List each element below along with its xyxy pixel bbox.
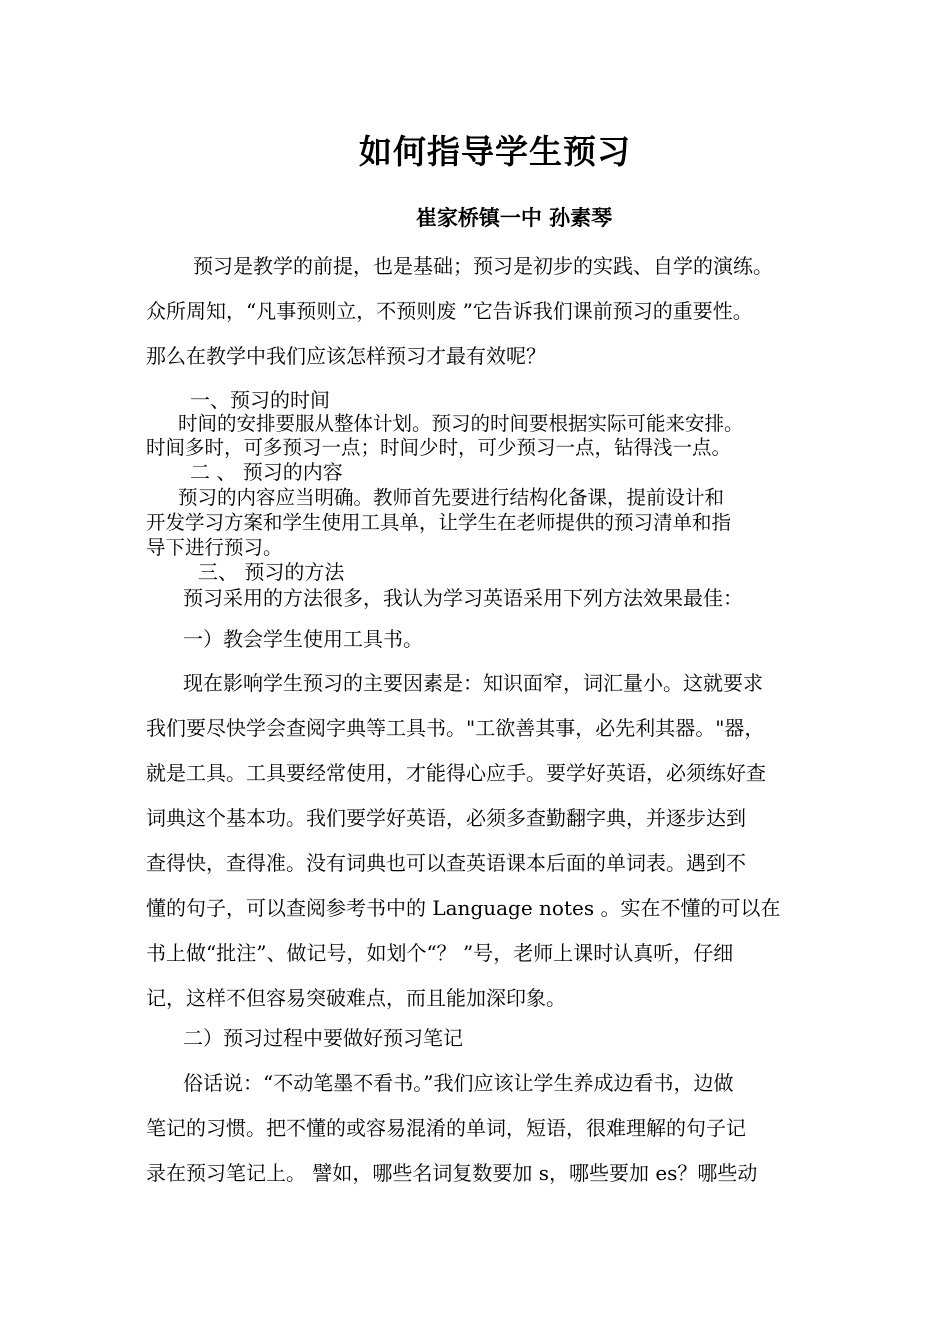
paragraph-line: 笔记的习惯。把不懂的或容易混淆的单词，短语，很难理解的句子记	[146, 1116, 746, 1140]
paragraph-line: 导下进行预习。	[146, 536, 283, 559]
paragraph-line: 录在预习笔记上。 譬如，哪些名词复数要加 s，哪些要加 es？哪些动	[146, 1161, 758, 1185]
paragraph-line: 现在影响学生预习的主要因素是：知识面窄，词汇量小。这就要求	[183, 671, 763, 695]
paragraph-line: 懂的句子，可以查阅参考书中的 Language notes 。实在不懂的可以在	[146, 896, 781, 920]
paragraph-line: 时间多时，可多预习一点；时间少时，可少预习一点，钻得浅一点。	[146, 436, 732, 459]
section-heading: 三、 预习的方法	[198, 560, 345, 584]
paragraph-line: 那么在教学中我们应该怎样预习才最有效呢？	[146, 344, 546, 368]
section-heading: 一、预习的时间	[190, 388, 330, 412]
paragraph-line: 预习的内容应当明确。教师首先要进行结构化备课，提前设计和	[178, 486, 725, 509]
paragraph-line: 就是工具。工具要经常使用，才能得心应手。要学好英语，必须练好查	[146, 761, 766, 785]
subsection-heading: 二）预习过程中要做好预习笔记	[183, 1026, 463, 1050]
paragraph-line: 我们要尽快学会查阅字典等工具书。"工欲善其事，必先利其器。"器，	[146, 716, 765, 740]
author-line: 崔家桥镇一中 孙素琴	[415, 205, 613, 230]
paragraph-line: 词典这个基本功。我们要学好英语，必须多查勤翻字典，并逐步达到	[146, 806, 746, 830]
subsection-heading: 一）教会学生使用工具书。	[183, 627, 423, 651]
paragraph-line: 时间的安排要服从整体计划。预习的时间要根据实际可能来安排。	[178, 412, 744, 435]
section-heading: 二 、 预习的内容	[190, 460, 343, 484]
paragraph-line: 俗话说：“不动笔墨不看书。”我们应该让学生养成边看书，边做	[183, 1071, 734, 1095]
paragraph-line: 记，这样不但容易突破难点，而且能加深印象。	[146, 986, 566, 1010]
paragraph-line: 开发学习方案和学生使用工具单，让学生在老师提供的预习清单和指	[146, 511, 732, 534]
paragraph-line: 众所周知，“凡事预则立，不预则废 ”它告诉我们课前预习的重要性。	[146, 299, 753, 323]
paragraph-line: 查得快，查得准。没有词典也可以查英语课本后面的单词表。遇到不	[146, 851, 746, 875]
paragraph-line: 书上做“批注”、做记号，如划个“？ ”号，老师上课时认真听，仔细	[146, 941, 734, 965]
document-title: 如何指导学生预习	[359, 132, 631, 171]
paragraph-line: 预习是教学的前提，也是基础；预习是初步的实践、自学的演练。	[193, 254, 773, 278]
paragraph-line: 预习采用的方法很多，我认为学习英语采用下列方法效果最佳：	[183, 586, 743, 610]
